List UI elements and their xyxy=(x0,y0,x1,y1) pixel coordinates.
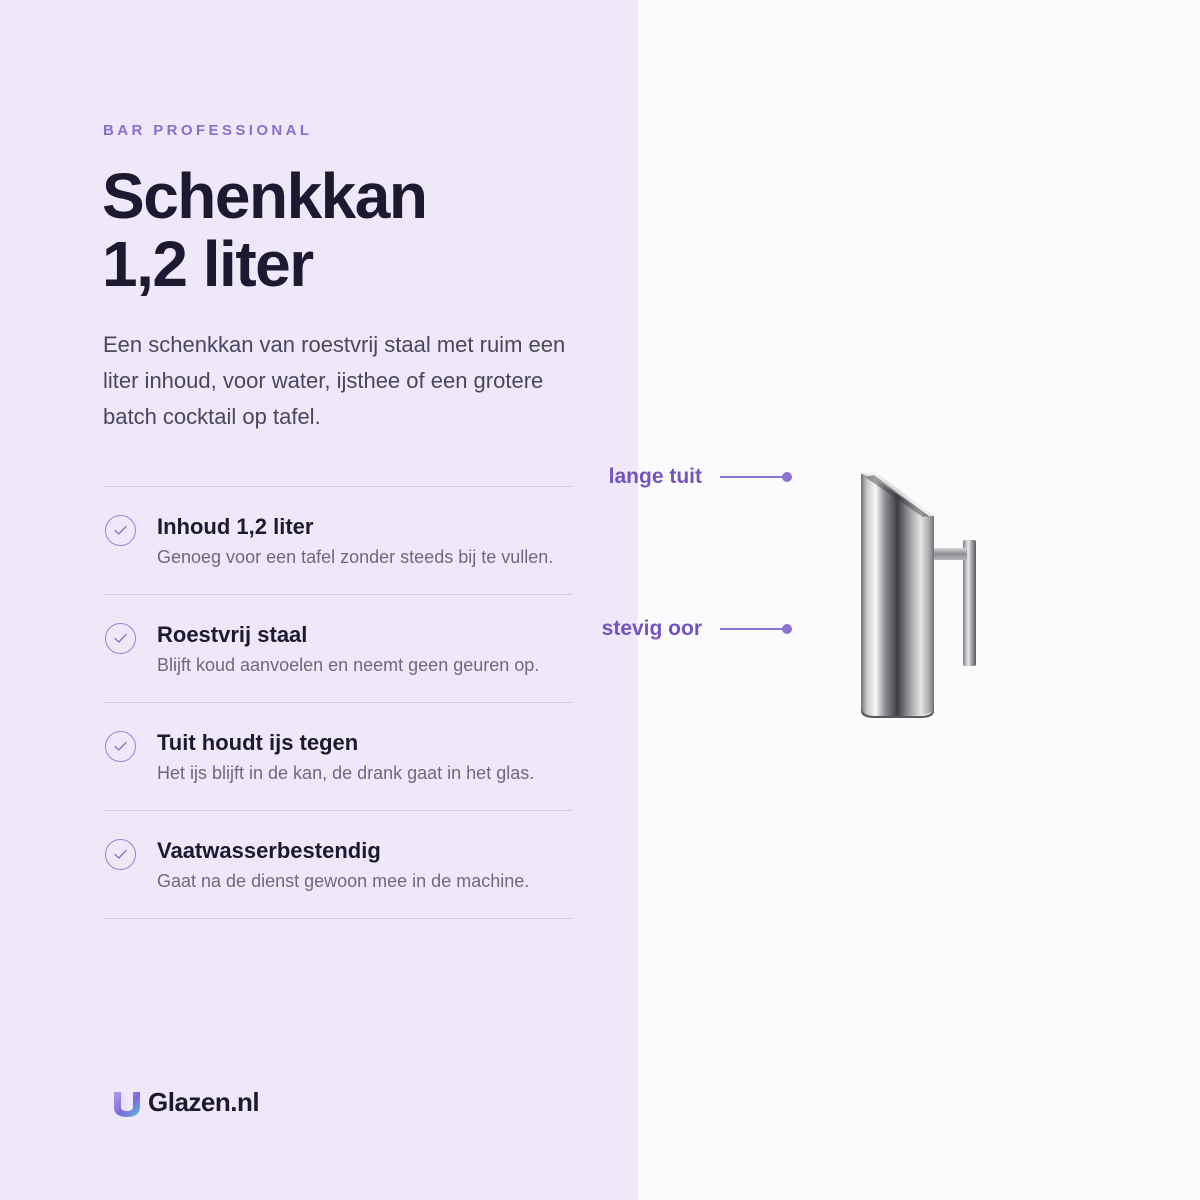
callout-spout-label: lange tuit xyxy=(608,465,702,488)
product-title-line-2: 1,2 liter xyxy=(102,228,313,300)
feature-item xyxy=(103,487,573,595)
feature-title: Vaatwasserbestendig xyxy=(157,838,381,863)
callout-spout-dot xyxy=(782,472,792,482)
brand-logo-text: Glazen.nl xyxy=(148,1087,260,1117)
product-intro: Een schenkkan van roestvrij staal met ruim een liter inhoud, voor water, ijsthee of een grotere batch cocktail op tafel. xyxy=(103,332,566,429)
pitcher-image xyxy=(845,468,985,720)
callout-handle-line xyxy=(720,628,784,630)
callout-handle-label: stevig oor xyxy=(601,617,702,640)
feature-item xyxy=(103,595,573,703)
feature-title: Roestvrij staal xyxy=(157,622,308,647)
check-circle-icon xyxy=(105,623,136,654)
feature-title: Inhoud 1,2 liter xyxy=(157,514,314,539)
check-circle-icon xyxy=(105,515,136,546)
brand-logo[interactable] xyxy=(112,1087,259,1118)
callout-spout-line xyxy=(720,476,784,478)
feature-description: Genoeg voor een tafel zonder steeds bij te vullen. xyxy=(157,547,554,567)
glazen-logo-icon xyxy=(112,1088,142,1118)
check-circle-icon xyxy=(105,731,136,762)
feature-description: Gaat na de dienst gewoon mee in de machine. xyxy=(157,871,530,891)
product-title xyxy=(102,162,426,298)
feature-list xyxy=(103,486,573,919)
feature-description: Blijft koud aanvoelen en neemt geen geuren op. xyxy=(157,655,540,675)
eyebrow-label: BAR PROFESSIONAL xyxy=(103,122,313,139)
callout-handle xyxy=(570,617,792,641)
feature-item xyxy=(103,811,573,919)
product-title-line-1: Schenkkan xyxy=(102,160,427,232)
check-circle-icon xyxy=(105,839,136,870)
feature-description: Het ijs blijft in de kan, de drank gaat in het glas. xyxy=(157,763,535,783)
feature-title: Tuit houdt ijs tegen xyxy=(157,730,359,755)
feature-item xyxy=(103,703,573,811)
callout-spout xyxy=(570,465,792,489)
callout-handle-dot xyxy=(782,624,792,634)
